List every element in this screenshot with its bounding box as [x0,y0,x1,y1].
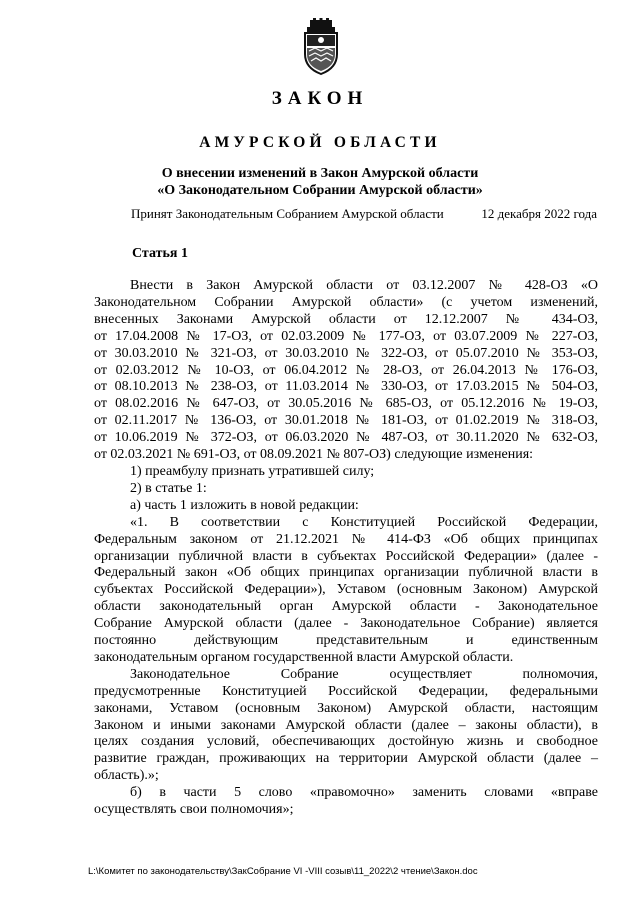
text-line: 2) в статье 1: [130,480,207,496]
text-line: 1) преамбулу признать утратившей силу; [130,463,375,479]
text-line: Федеральным законом от 21.12.2021 № 414-ФЗ «Об общих принципах [94,531,598,547]
text-line: законами, Уставом (основным Законом) Амурской области, настоящим [94,700,598,716]
coat-of-arms-icon [302,18,340,76]
adoption-text: Принят Законодательным Собранием Амурской области [131,206,444,221]
text-line: субъектах Российской Федерации»), Уставом (основным Законом) Амурской [94,582,598,598]
text-line: организации публичной власти в субъектах Российской Федерации» (далее - [94,548,598,564]
text-line: Внести в Закон Амурской области от 03.12.2007 № 428-ОЗ «О [130,278,598,293]
article-heading: Статья 1 [132,246,188,261]
text-line: от 02.03.2021 № 691-ОЗ, от 08.09.2021 № 807-ОЗ) следующие изменения: [94,447,534,463]
text-line: развитие граждан, проживающих на территории Амурской области (далее – [94,751,598,767]
text-line: Законодательном Собрании Амурской области» (с учетом изменений, [94,294,598,310]
text-line: от 08.10.2013 № 238-ОЗ, от 11.03.2014 № 330-ОЗ, от 17.03.2015 № 504-ОЗ, [94,379,598,395]
adoption-date: 12 декабря 2022 года [481,206,597,221]
file-path-footer: L:\Комитет по законодательству\ЗакСобрание VI -VIII созыв\11_2022\2 чтение\Закон.doc [88,866,478,877]
region-title: АМУРСКОЙ ОБЛАСТИ [199,134,441,151]
text-line: целях создания условий, обеспечивающих достойную жизнь и свободное [94,734,598,750]
text-line: от 30.03.2010 № 321-ОЗ, от 30.03.2010 № 322-ОЗ, от 05.07.2010 № 353-ОЗ, [94,345,598,361]
text-line: Федеральный закон «Об общих принципах организации публичной власти в [94,565,598,581]
subtitle-line-1: О внесении изменений в Закон Амурской области [161,166,479,181]
adoption-line [131,206,597,222]
text-line: «1. В соответствии с Конституцией Российской Федерации, [130,514,598,530]
text-line: от 10.06.2019 № 372-ОЗ, от 06.03.2020 № 487-ОЗ, от 30.11.2020 № 632-ОЗ, [94,430,598,446]
text-line: области законодательный орган Амурской области - Законодательное [94,599,598,615]
text-line: Законодательное Собрание осуществляет полномочия, [130,666,598,682]
document-title: ЗАКОН [271,88,369,109]
article-body [94,278,598,819]
text-line: внесенных Законами Амурской области от 12.12.2007 № 434-ОЗ, [94,311,598,327]
text-line: постоянно действующим представительным и единственным [94,633,598,649]
text-line: от 02.11.2017 № 136-ОЗ, от 30.01.2018 № 181-ОЗ, от 01.02.2019 № 318-ОЗ, [94,413,598,429]
text-line: предусмотренные Конституцией Российской Федерации, федеральными [94,683,598,699]
text-line: осуществлять свои полномочия»; [94,802,294,818]
text-line: от 08.02.2016 № 647-ОЗ, от 30.05.2016 № 685-ОЗ, от 05.12.2016 № 19-ОЗ, [94,396,598,412]
text-line: Законом и иными законами Амурской области (далее – законы области), в [94,717,598,733]
subtitle-line-2: «О Законодательном Собрании Амурской области» [157,183,483,198]
text-line: б) в части 5 слово «правомочно» заменить словами «вправе [130,785,598,801]
text-line: Собрание Амурской области (далее - Законодательное Собрание) является [94,616,598,632]
text-line: область).»; [94,768,159,784]
text-line: законодательным органом государственной власти Амурской области. [94,649,514,665]
text-line: от 02.03.2012 № 10-ОЗ, от 06.04.2012 № 28-ОЗ, от 26.04.2013 № 176-ОЗ, [94,362,598,378]
text-line: от 17.04.2008 № 17-ОЗ, от 02.03.2009 № 177-ОЗ, от 03.07.2009 № 227-ОЗ, [94,328,598,344]
text-line: а) часть 1 изложить в новой редакции: [130,497,359,513]
